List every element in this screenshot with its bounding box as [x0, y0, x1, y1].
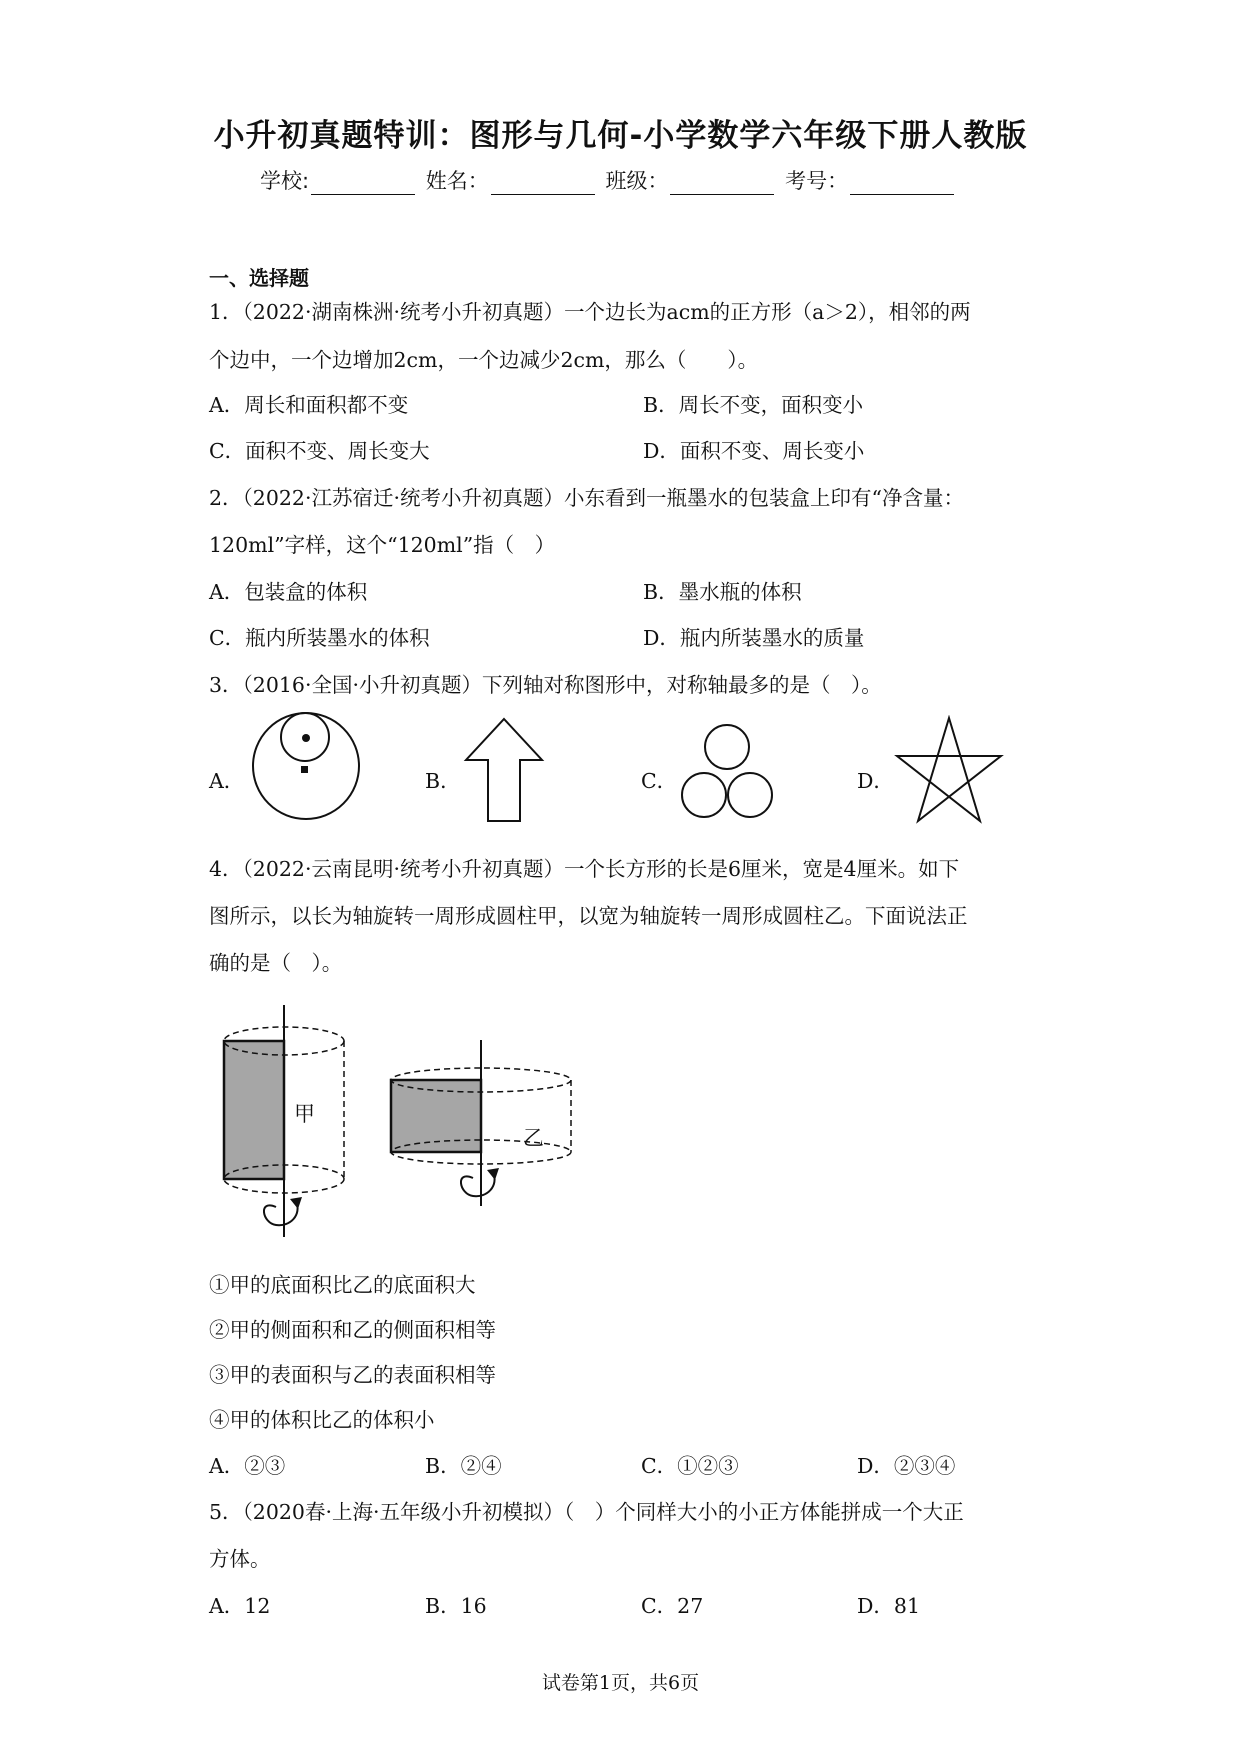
exam-number-blank[interactable] [850, 172, 954, 195]
question-1-line-1: 1．（2022·湖南株洲·统考小升初真题）一个边长为acm的正方形（a＞2），相邻的两 [209, 300, 971, 324]
q1-option-b[interactable]: B．周长不变，面积变小 [643, 393, 864, 417]
q2-option-a[interactable]: A．包装盒的体积 [209, 580, 368, 604]
q4-statement-4: ④甲的体积比乙的体积小 [209, 1408, 435, 1432]
student-info-line [260, 165, 958, 195]
class-label: 班级： [605, 169, 669, 193]
cylinder-jia-figure [218, 1005, 350, 1240]
q1-option-c[interactable]: C．面积不变、周长变大 [209, 439, 430, 463]
nested-circles-figure [250, 710, 362, 822]
question-5-line-1: 5．（2020春·上海·五年级小升初模拟）（ ）个同样大小的小正方体能拼成一个大正 [209, 1500, 964, 1524]
q2-option-b[interactable]: B．墨水瓶的体积 [643, 580, 802, 604]
q4-option-a[interactable]: A．②③ [209, 1454, 286, 1478]
q3-option-a[interactable]: A． [209, 769, 245, 793]
question-5-line-2: 方体。 [209, 1547, 271, 1571]
name-label: 姓名： [425, 169, 489, 193]
question-4-line-2: 图所示，以长为轴旋转一周形成圆柱甲，以宽为轴旋转一周形成圆柱乙。下面说法正 [209, 904, 968, 928]
q1-option-a[interactable]: A．周长和面积都不变 [209, 393, 409, 417]
q1-option-d[interactable]: D．面积不变、周长变小 [643, 439, 865, 463]
page-footer: 试卷第1页，共6页 [541, 1672, 700, 1694]
cylinder-yi-figure [385, 1040, 581, 1210]
q4-statement-3: ③甲的表面积与乙的表面积相等 [209, 1363, 496, 1387]
q4-option-d[interactable]: D．②③④ [857, 1454, 956, 1478]
q5-option-b[interactable]: B．16 [425, 1594, 487, 1618]
q2-option-c[interactable]: C．瓶内所装墨水的体积 [209, 626, 430, 650]
q4-statement-1: ①甲的底面积比乙的底面积大 [209, 1273, 476, 1297]
q5-option-c[interactable]: C．27 [641, 1594, 704, 1618]
arrow-figure [463, 716, 545, 824]
label-yi: 乙 [523, 1126, 544, 1150]
question-4-line-3: 确的是（ ）。 [209, 951, 343, 975]
name-blank[interactable] [491, 172, 595, 195]
question-3-line-1: 3．（2016·全国·小升初真题）下列轴对称图形中，对称轴最多的是（ ）。 [209, 673, 882, 697]
question-2-line-2: 120ml”字样，这个“120ml”指（ ） [209, 533, 556, 557]
q4-statement-2: ②甲的侧面积和乙的侧面积相等 [209, 1318, 496, 1342]
q4-option-b[interactable]: B．②④ [425, 1454, 502, 1478]
q3-option-c[interactable]: C． [641, 769, 678, 793]
exam-number-label: 考号： [785, 169, 849, 193]
three-circles-figure [680, 722, 774, 822]
school-blank[interactable] [311, 172, 415, 195]
q5-option-a[interactable]: A．12 [209, 1594, 271, 1618]
q3-option-b[interactable]: B． [425, 769, 461, 793]
section-heading: 一、选择题 [209, 266, 309, 290]
q4-option-c[interactable]: C．①②③ [641, 1454, 739, 1478]
q2-option-d[interactable]: D．瓶内所装墨水的质量 [643, 626, 865, 650]
page-title: 小升初真题特训：图形与几何-小学数学六年级下册人教版 [213, 118, 1028, 154]
label-jia: 甲 [294, 1102, 315, 1126]
question-2-line-1: 2．（2022·江苏宿迁·统考小升初真题）小东看到一瓶墨水的包装盒上印有“净含量： [209, 486, 964, 510]
q3-option-d[interactable]: D． [857, 769, 894, 793]
star-figure [893, 715, 1005, 827]
school-label: 学校: [260, 169, 310, 193]
q5-option-d[interactable]: D．81 [857, 1594, 921, 1618]
question-1-line-2: 个边中，一个边增加2cm，一个边减少2cm，那么（ ）。 [209, 348, 759, 372]
class-blank[interactable] [670, 172, 774, 195]
question-4-line-1: 4．（2022·云南昆明·统考小升初真题）一个长方形的长是6厘米，宽是4厘米。如下 [209, 857, 960, 881]
